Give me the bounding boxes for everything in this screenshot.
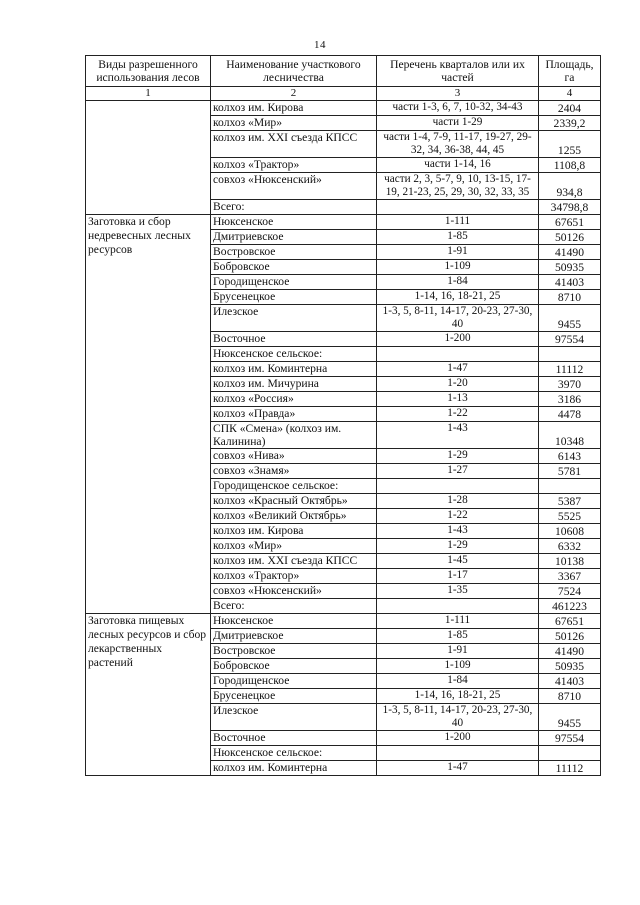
area-cell: 11112 <box>539 761 601 776</box>
quarters-cell: 1-20 <box>377 377 539 392</box>
area-cell: 2404 <box>539 101 601 116</box>
column-number: 3 <box>377 87 539 101</box>
table-row <box>86 215 601 230</box>
area-cell: 5525 <box>539 509 601 524</box>
forest-use-category: Заготовка пищевых лесных ресурсов и сбор лекарственных растений <box>86 614 211 776</box>
column-number: 4 <box>539 87 601 101</box>
area-cell: 67651 <box>539 614 601 629</box>
area-cell: 10608 <box>539 524 601 539</box>
forestry-name-cell: Городищенское <box>211 674 377 689</box>
area-cell: 10348 <box>539 422 601 449</box>
area-cell: 8710 <box>539 689 601 704</box>
quarters-cell: 1-84 <box>377 674 539 689</box>
area-cell: 6332 <box>539 539 601 554</box>
forestry-name-cell: совхоз «Нюксенский» <box>211 584 377 599</box>
quarters-cell: 1-27 <box>377 464 539 479</box>
area-cell: 41490 <box>539 644 601 659</box>
forestry-name-cell: колхоз им. Коминтерна <box>211 362 377 377</box>
quarters-cell: 1-22 <box>377 407 539 422</box>
quarters-cell <box>377 746 539 761</box>
area-cell: 9455 <box>539 704 601 731</box>
quarters-cell: 1-47 <box>377 761 539 776</box>
quarters-cell: 1-35 <box>377 584 539 599</box>
area-cell: 6143 <box>539 449 601 464</box>
area-cell <box>539 746 601 761</box>
forest-use-category <box>86 101 211 215</box>
quarters-cell: 1-43 <box>377 524 539 539</box>
area-cell: 50126 <box>539 230 601 245</box>
forestry-name-cell: Востровское <box>211 644 377 659</box>
forestry-name-cell: Илезское <box>211 704 377 731</box>
area-cell: 50126 <box>539 629 601 644</box>
quarters-cell: 1-109 <box>377 659 539 674</box>
forestry-name-cell: Нюксенское <box>211 215 377 230</box>
forestry-name-cell: колхоз «Россия» <box>211 392 377 407</box>
forestry-name-cell: колхоз «Мир» <box>211 539 377 554</box>
area-cell: 41490 <box>539 245 601 260</box>
area-cell: 97554 <box>539 332 601 347</box>
quarters-cell: 1-85 <box>377 230 539 245</box>
header-forestry-name: Наименование участкового лесничества <box>211 56 377 87</box>
area-cell: 3186 <box>539 392 601 407</box>
column-number: 1 <box>86 87 211 101</box>
area-cell: 3970 <box>539 377 601 392</box>
forest-use-table <box>85 55 601 776</box>
quarters-cell: 1-111 <box>377 215 539 230</box>
quarters-cell: 1-200 <box>377 731 539 746</box>
area-cell: 1255 <box>539 131 601 158</box>
quarters-cell: 1-91 <box>377 245 539 260</box>
quarters-cell <box>377 479 539 494</box>
quarters-cell: 1-43 <box>377 422 539 449</box>
forestry-name-cell: колхоз им. Кирова <box>211 524 377 539</box>
area-cell: 934,8 <box>539 173 601 200</box>
quarters-cell: части 1-3, 6, 7, 10-32, 34-43 <box>377 101 539 116</box>
forestry-name-cell: Городищенское сельское: <box>211 479 377 494</box>
area-cell: 4478 <box>539 407 601 422</box>
header-quarters-list: Перечень кварталов или их частей <box>377 56 539 87</box>
quarters-cell: части 2, 3, 5-7, 9, 10, 13-15, 17-19, 21-23, 25, 29, 30, 32, 33, 35 <box>377 173 539 200</box>
forestry-name-cell: совхоз «Нива» <box>211 449 377 464</box>
quarters-cell: 1-22 <box>377 509 539 524</box>
forestry-name-cell: Брусенецкое <box>211 689 377 704</box>
area-cell: 2339,2 <box>539 116 601 131</box>
quarters-cell: 1-200 <box>377 332 539 347</box>
area-cell: 7524 <box>539 584 601 599</box>
table-row <box>86 101 601 116</box>
column-number-row <box>86 87 601 101</box>
forestry-name-cell: Востровское <box>211 245 377 260</box>
forestry-name-cell: Всего: <box>211 599 377 614</box>
table-body <box>86 101 601 776</box>
forestry-name-cell: совхоз «Нюксенский» <box>211 173 377 200</box>
forestry-name-cell: Дмитриевское <box>211 629 377 644</box>
area-cell: 5781 <box>539 464 601 479</box>
quarters-cell: части 1-4, 7-9, 11-17, 19-27, 29-32, 34, 36-38, 44, 45 <box>377 131 539 158</box>
quarters-cell: 1-109 <box>377 260 539 275</box>
area-cell: 5387 <box>539 494 601 509</box>
forestry-name-cell: Илезское <box>211 305 377 332</box>
quarters-cell: части 1-29 <box>377 116 539 131</box>
forestry-name-cell: колхоз «Трактор» <box>211 569 377 584</box>
quarters-cell: 1-91 <box>377 644 539 659</box>
forest-use-category: Заготовка и сбор недревесных лесных ресурсов <box>86 215 211 614</box>
forestry-name-cell: совхоз «Знамя» <box>211 464 377 479</box>
forestry-name-cell: Брусенецкое <box>211 290 377 305</box>
forestry-name-cell: СПК «Смена» (колхоз им. Калинина) <box>211 422 377 449</box>
quarters-cell: 1-29 <box>377 539 539 554</box>
forestry-name-cell: колхоз «Правда» <box>211 407 377 422</box>
forestry-name-cell: Бобровское <box>211 659 377 674</box>
forestry-name-cell: Восточное <box>211 332 377 347</box>
area-cell: 11112 <box>539 362 601 377</box>
quarters-cell: 1-14, 16, 18-21, 25 <box>377 290 539 305</box>
forestry-name-cell: Бобровское <box>211 260 377 275</box>
quarters-cell: 1-45 <box>377 554 539 569</box>
area-cell <box>539 347 601 362</box>
forestry-name-cell: Всего: <box>211 200 377 215</box>
area-cell: 50935 <box>539 260 601 275</box>
forestry-name-cell: Нюксенское <box>211 614 377 629</box>
quarters-cell: 1-29 <box>377 449 539 464</box>
quarters-cell: 1-84 <box>377 275 539 290</box>
quarters-cell: 1-13 <box>377 392 539 407</box>
quarters-cell <box>377 599 539 614</box>
area-cell: 9455 <box>539 305 601 332</box>
table-header-row <box>86 56 601 87</box>
forestry-name-cell: колхоз им. Коминтерна <box>211 761 377 776</box>
area-cell: 461223 <box>539 599 601 614</box>
area-cell: 34798,8 <box>539 200 601 215</box>
quarters-cell: 1-17 <box>377 569 539 584</box>
forestry-name-cell: Восточное <box>211 731 377 746</box>
quarters-cell <box>377 347 539 362</box>
area-cell <box>539 479 601 494</box>
quarters-cell: части 1-14, 16 <box>377 158 539 173</box>
forestry-name-cell: Дмитриевское <box>211 230 377 245</box>
column-number: 2 <box>211 87 377 101</box>
area-cell: 3367 <box>539 569 601 584</box>
forestry-name-cell: колхоз им. Кирова <box>211 101 377 116</box>
forestry-name-cell: колхоз им. Мичурина <box>211 377 377 392</box>
header-forest-use-types: Виды разрешенного использования лесов <box>86 56 211 87</box>
area-cell: 41403 <box>539 674 601 689</box>
page-number: 14 <box>314 39 326 51</box>
forestry-name-cell: колхоз им. XXI съезда КПСС <box>211 554 377 569</box>
quarters-cell: 1-28 <box>377 494 539 509</box>
area-cell: 1108,8 <box>539 158 601 173</box>
area-cell: 50935 <box>539 659 601 674</box>
table-row <box>86 614 601 629</box>
area-cell: 41403 <box>539 275 601 290</box>
area-cell: 67651 <box>539 215 601 230</box>
forestry-name-cell: Нюксенское сельское: <box>211 746 377 761</box>
forestry-name-cell: колхоз «Трактор» <box>211 158 377 173</box>
quarters-cell: 1-3, 5, 8-11, 14-17, 20-23, 27-30, 40 <box>377 704 539 731</box>
quarters-cell: 1-85 <box>377 629 539 644</box>
quarters-cell <box>377 200 539 215</box>
forestry-name-cell: колхоз им. XXI съезда КПСС <box>211 131 377 158</box>
forestry-name-cell: Нюксенское сельское: <box>211 347 377 362</box>
quarters-cell: 1-3, 5, 8-11, 14-17, 20-23, 27-30, 40 <box>377 305 539 332</box>
header-area: Площадь, га <box>539 56 601 87</box>
area-cell: 97554 <box>539 731 601 746</box>
forestry-name-cell: колхоз «Мир» <box>211 116 377 131</box>
quarters-cell: 1-14, 16, 18-21, 25 <box>377 689 539 704</box>
quarters-cell: 1-47 <box>377 362 539 377</box>
forestry-name-cell: колхоз «Великий Октябрь» <box>211 509 377 524</box>
area-cell: 10138 <box>539 554 601 569</box>
quarters-cell: 1-111 <box>377 614 539 629</box>
forestry-name-cell: колхоз «Красный Октябрь» <box>211 494 377 509</box>
forestry-name-cell: Городищенское <box>211 275 377 290</box>
area-cell: 8710 <box>539 290 601 305</box>
